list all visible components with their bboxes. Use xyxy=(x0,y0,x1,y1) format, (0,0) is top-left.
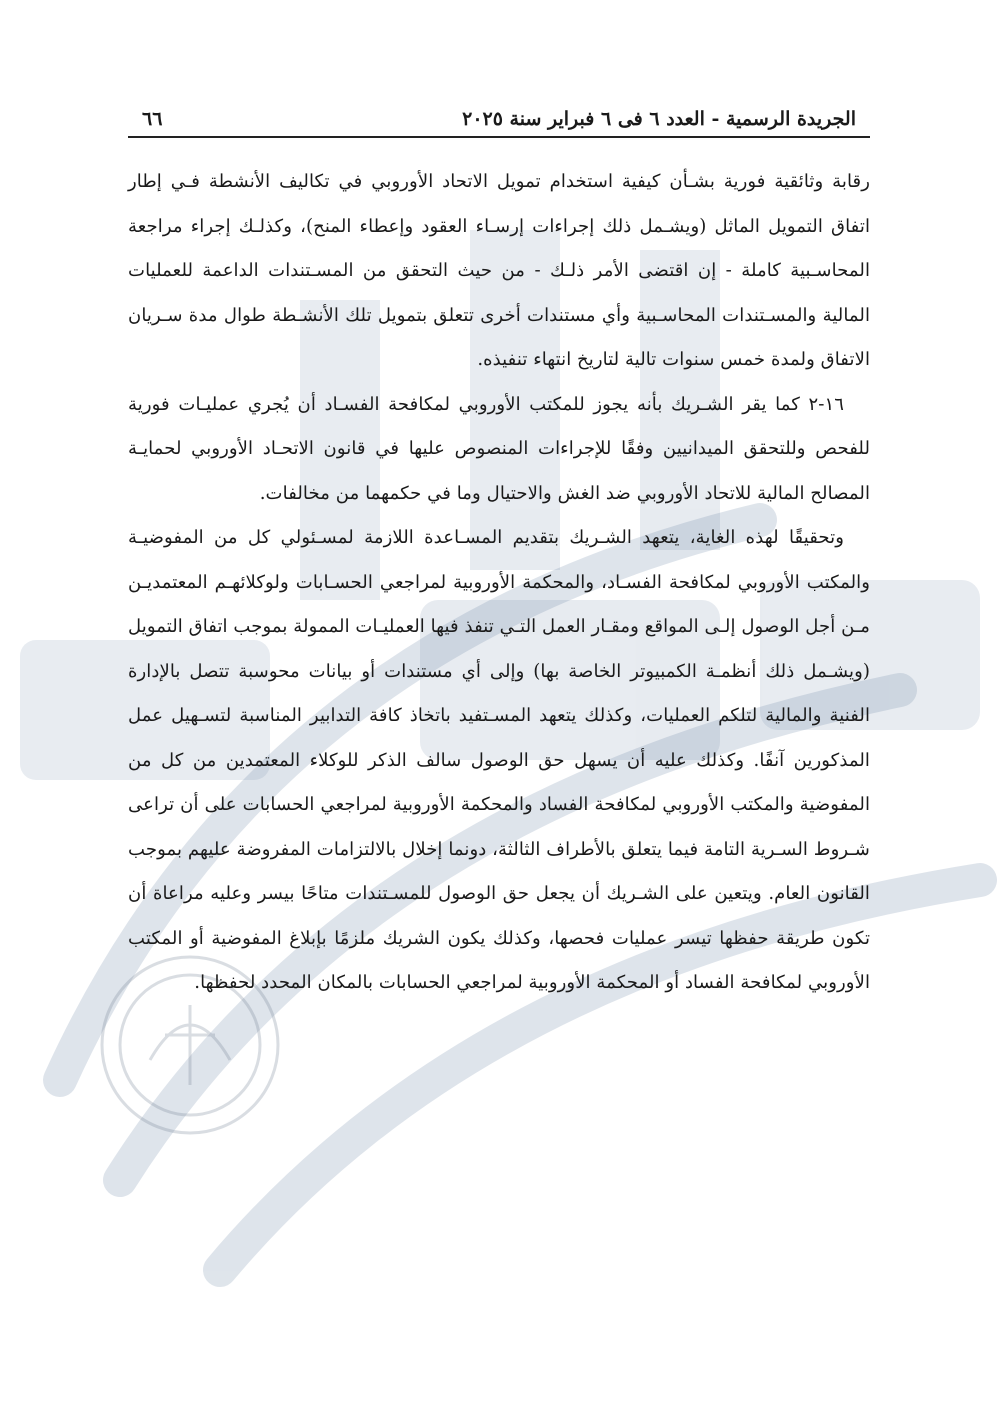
paragraph-2: ١٦-٢ كما يقر الشـريك بأنه يجوز للمكتب الأوروبي لمكافحة الفسـاد أن يُجري عمليـات فورية للفحص وللتحقق الميدانيين وفقًا للإجراءات المنصوص عليها في قانون الاتحـاد الأوروبي لحمايـة المصالح المالية للاتحاد الأوروبي ضد الغش والاحتيال وما في حكمهما من مخالفات. xyxy=(128,393,870,504)
page-header xyxy=(128,108,870,136)
document-page xyxy=(128,108,870,1006)
document-body xyxy=(128,160,870,1006)
paragraph-1: رقابة وثائقية فورية بشـأن كيفية استخدام تمويل الاتحاد الأوروبي في تكاليف الأنشطة فـي إطار اتفاق التمويل الماثل (ويشـمل ذلك إجراءات إرسـاء العقود وإعطاء المنح)، وكذلـك إجراء مراجعة المحاسـبية كاملة - إن اقتضى الأمر ذلـك - من حيث التحقق من المسـتندات الداعمة للعمليات المالية والمسـتندات المحاسـبية وأي مستندات أخرى تتعلق بتمويل تلك الأنشـطة طوال مدة سـريان الاتفاق ولمدة خمس سنوات تالية لتاريخ انتهاء تنفيذه. xyxy=(128,171,870,370)
header-divider xyxy=(128,136,870,138)
paragraph-3: وتحقيقًا لهذه الغاية، يتعهد الشـريك بتقديم المسـاعدة اللازمة لمسـئولي كل من المفوضيـة والمكتب الأوروبي لمكافحة الفسـاد، والمحكمة الأوروبية لمراجعي الحسـابات ولوكلائهـم المعتمديـن مـن أجل الوصول إلـى المواقع ومقـار العمل التـي تنفذ فيها العمليـات الممولة بموجب اتفاق التمويل (ويشـمل ذلك أنظمـة الكمبيوتر الخاصة بها) وإلى أي مستندات أو بيانات محوسبة تتصل بالإدارة الفنية والمالية لتلكم العمليات، وكذلك يتعهد المسـتفيد باتخاذ كافة التدابير المناسبة لتسـهيل عمل المذكورين آنفًا. وكذلك عليه أن يسهل حق الوصول سالف الذكر للوكلاء المعتمدين من كل من المفوضية والمكتب الأوروبي لمكافحة الفساد والمحكمة الأوروبية لمراجعي الحسابات على أن تراعى شـروط السـرية التامة فيما يتعلق بالأطراف الثالثة، دونما إخلال بالالتزامات المفروضة عليهم بموجب القانون العام. ويتعين على الشـريك أن يجعل حق الوصول للمسـتندات متاحًا بيسر وعليه مراعاة أن تكون طريقة حفظها تيسر عمليات فحصها، وكذلك يكون الشريك ملزمًا بإبلاغ المفوضية أو المكتب الأوروبي لمكافحة الفساد أو المحكمة الأوروبية لمراجعي الحسابات بالمكان المحدد لحفظها. xyxy=(128,527,870,993)
running-title: الجريدة الرسمية - العدد ٦ فى ٦ فبراير سنة ٢٠٢٥ xyxy=(462,108,856,130)
page-number: ٦٦ xyxy=(142,108,163,130)
